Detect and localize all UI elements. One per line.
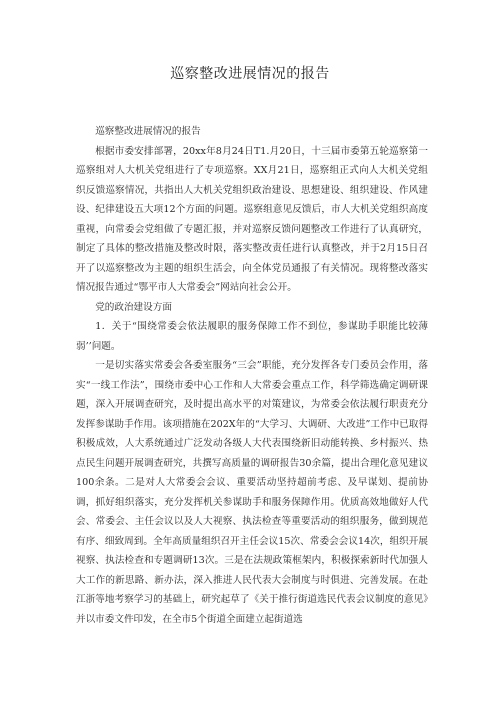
document-body [76,122,428,629]
paragraph-item-1: 1．关于“围绕常委会依法履职的服务保障工作不到位，参谋助手职能比较薄弱’’问题。 [76,321,428,352]
paragraph-subtitle: 巡察整改进展情况的报告 [95,126,201,137]
paragraph-intro: 根据市委安排部署，20xx年8月24日T1.月20日，十三届市委第五轮巡察第一巡察组对人大机关党组进行了专项巡察。XX月21日，巡察组正式向人大机关党组织反馈巡察情况，共指出人大机关党组织政治建设、思想建设、组织建设、作风建设、纪律建设五大项12个方面的问题。巡察组意见反馈后，市人大机关党组织高度重视，向常委会党组做了专题汇报，并对巡察反馈问题整改工作进行了认真研究，制定了具体的整改措施及整改时限，落实整改责任进行认真整改，并于2月15日召开了以巡察整改为主题的组织生活会，向全体党员通报了有关情况。现将整改落实情况报告通过“鄂平市人大常委会”网站向社会公开。 [76,145,428,293]
page-title: 巡察整改进展情况的报告 [170,66,330,82]
paragraph-measures: 一是切实落实常委会各委室服务“三会”职能，充分发挥各专门委员会作用，落实“一线工作法”，围绕市委中心工作和人大常委会重点工作，科学筛选确定调研课题，深入开展调查研究，及时提出高水平的对策建议，为常委会依法履行职责充分发挥参谋助手作用。该项措施在202X年的“大学习、大调研、大改进”工作中已取得积极成效，人大系统通过广泛发动各级人大代表围绕新旧动能转换、乡村振兴、热点民生问题开展调查研究，共撰写高质量的调研报告30余篇，提出合理化意见建议100余条。二是对人大常委会会议、重要活动坚持超前考虑、及早谋划、提前协调，抓好组织落实，充分发挥机关参谋助手和服务保障作用。优质高效地做好人代会、常委会、主任会议以及人大视察、执法检查等重要活动的组织服务，做到规范有序、细致周到。全年高质量组织召开主任会议15次、常委会会议14次，组织开展视察、执法检查和专题调研13次。三是在法规政策框架内，积极探索新时代加强人大工作的新思路、新办法，深入推进人民代表大会制度与时俱进、完善发展。在赴江浙等地考察学习的基础上，研究起草了《关于推行街道选民代表会议制度的意见》并以市委文件印发，在全市5个街道全面建立起街道选 [76,360,428,625]
section-heading-political: 党的政治建设方面 [95,301,172,313]
